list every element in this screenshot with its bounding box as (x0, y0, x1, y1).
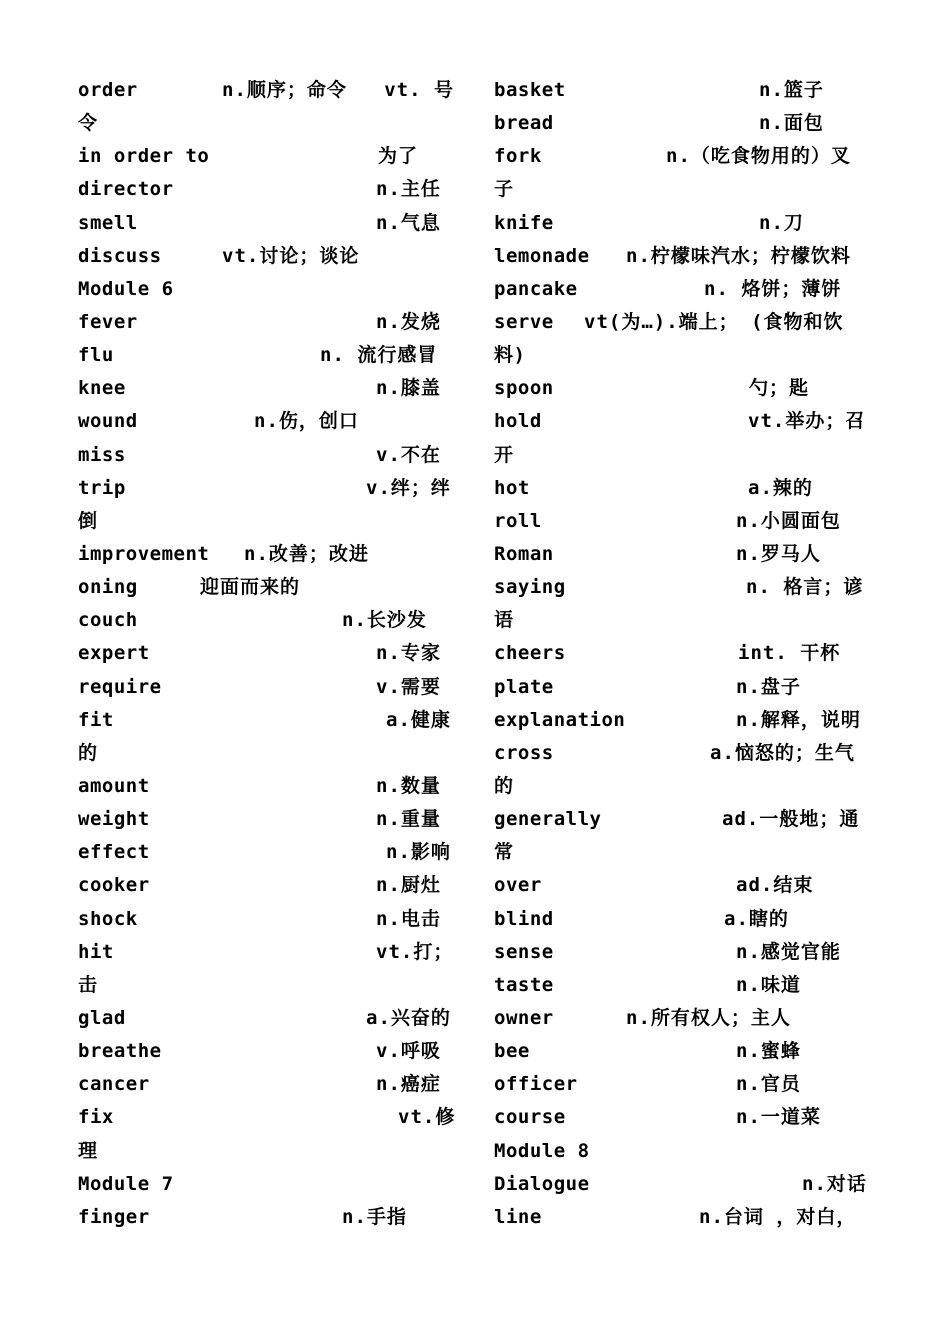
vocab-definition: v.绊；绊 (366, 476, 451, 499)
vocab-word: 语 (494, 609, 514, 632)
vocab-definition: n. 流行感冒 (320, 344, 438, 367)
vocab-definition: n.官员 (736, 1073, 801, 1096)
vocab-entry (494, 74, 872, 107)
vocab-word: trip (78, 476, 126, 499)
vocab-word: fix (78, 1106, 114, 1129)
vocab-entry (78, 737, 456, 770)
vocab-entry (494, 472, 872, 505)
vocab-word: basket (494, 79, 566, 101)
vocab-word: knife (494, 211, 554, 234)
vocab-word: cheers (494, 642, 566, 665)
vocab-word: weight (78, 808, 150, 831)
vocab-word: breathe (78, 1040, 162, 1063)
vocab-word: saying (494, 576, 566, 599)
vocab-entry (494, 969, 872, 1002)
vocab-entry (78, 1135, 456, 1168)
vocab-definition: a.辣的 (748, 476, 813, 499)
vocab-word: wound (78, 410, 138, 433)
vocab-word: effect (78, 841, 150, 864)
vocab-entry (494, 405, 872, 438)
vocab-word: couch (78, 609, 138, 632)
vocab-entry (494, 936, 872, 969)
vocab-entry (494, 836, 872, 869)
vocab-word: 的 (494, 774, 514, 797)
vocab-entry (78, 1168, 456, 1201)
vocab-word: fever (78, 310, 138, 333)
vocab-definition: n.台词 ，对白， (699, 1205, 857, 1228)
vocab-entry (494, 604, 872, 637)
vocab-entry (78, 770, 456, 803)
vocab-word: 料) (494, 344, 526, 367)
vocab-word: expert (78, 642, 150, 665)
vocab-definition: n.癌症 (376, 1073, 441, 1096)
vocab-entry (78, 472, 456, 505)
vocab-word: hold (494, 410, 542, 433)
vocab-definition: n.专家 (376, 642, 441, 665)
vocab-definition: n.味道 (736, 973, 801, 996)
vocab-entry (78, 1002, 456, 1035)
vocab-entry (494, 306, 872, 339)
vocab-definition: n.对话 (802, 1172, 867, 1195)
vocab-word: improvement (78, 542, 210, 565)
vocab-word: miss (78, 443, 126, 466)
vocab-entry (494, 107, 872, 140)
vocab-entry (78, 107, 456, 140)
vocab-definition: n. 格言；谚 (746, 576, 864, 599)
vocab-word: bee (494, 1040, 530, 1063)
vocab-word: course (494, 1106, 566, 1129)
vocab-word: lemonade (494, 244, 590, 267)
vocab-definition: v.需要 (376, 675, 441, 698)
vocab-definition: n.电击 (376, 907, 441, 930)
vocab-word: officer (494, 1073, 578, 1096)
vocab-entry (78, 671, 456, 704)
vocab-definition: n.长沙发 (342, 609, 427, 632)
vocab-word: Roman (494, 542, 554, 565)
vocab-definition: n.（吃食物用的）叉 (666, 145, 851, 168)
vocab-entry (494, 571, 872, 604)
vocab-word: explanation (494, 708, 626, 731)
vocab-definition: v.不在 (376, 443, 441, 466)
vocab-entry (78, 140, 456, 173)
vocab-word: 开 (494, 443, 514, 466)
vocab-word: over (494, 874, 542, 897)
vocab-definition: ad.一般地；通 (722, 808, 860, 831)
vocab-word: generally (494, 808, 602, 831)
vocab-entry (494, 1002, 872, 1035)
vocab-entry (494, 538, 872, 571)
vocab-definition: vt.讨论；谈论 (222, 244, 360, 267)
vocab-entry (78, 240, 456, 273)
vocab-word: cooker (78, 874, 150, 897)
vocab-word: bread (494, 112, 554, 135)
vocab-word: 击 (78, 973, 98, 996)
vocab-word: Module 8 (494, 1139, 590, 1162)
vocab-word: order (78, 79, 138, 101)
vocab-word: 常 (494, 841, 514, 864)
vocab-entry (78, 372, 456, 405)
vocab-definition: n.盘子 (736, 675, 801, 698)
vocab-definition: vt(为…).端上； (食物和饮 (584, 310, 844, 333)
vocab-definition: n.伤，创口 (254, 410, 359, 433)
vocab-word: hot (494, 476, 530, 499)
vocab-entry (494, 704, 872, 737)
vocab-entry (78, 74, 456, 107)
left-vocabulary-column (78, 74, 456, 1234)
vocab-definition: vt.打； (376, 940, 454, 963)
vocab-word: roll (494, 509, 542, 532)
vocab-entry (494, 903, 872, 936)
vocab-entry (494, 439, 872, 472)
vocab-entry (494, 1135, 872, 1168)
vocab-entry (494, 803, 872, 836)
vocab-entry (78, 173, 456, 206)
vocab-definition: n.一道菜 (736, 1106, 821, 1129)
vocab-word: Module 7 (78, 1172, 174, 1195)
vocab-word: taste (494, 973, 554, 996)
vocab-entry (78, 339, 456, 372)
vocab-entry (78, 1101, 456, 1134)
vocab-definition: 为了 (378, 145, 419, 168)
vocab-entry (494, 770, 872, 803)
vocab-definition: n.解释，说明 (736, 708, 861, 731)
vocab-entry (78, 903, 456, 936)
vocab-definition: n.刀 (759, 211, 804, 234)
vocab-definition: n.柠檬味汽水；柠檬饮料 (626, 244, 851, 267)
vocab-entry (78, 637, 456, 670)
vocab-definition: n.小圆面包 (736, 509, 841, 532)
vocab-entry (494, 273, 872, 306)
vocab-definition: n.膝盖 (376, 377, 441, 400)
vocab-entry (78, 1201, 456, 1234)
vocab-definition: ad.结束 (736, 874, 814, 897)
vocab-definition: a.兴奋的 (366, 1006, 451, 1029)
vocab-word: Dialogue (494, 1172, 590, 1195)
vocab-word: shock (78, 907, 138, 930)
vocab-definition: n.厨灶 (376, 874, 441, 897)
vocab-word: Module 6 (78, 277, 174, 300)
vocab-word: plate (494, 675, 554, 698)
vocab-entry (78, 803, 456, 836)
vocab-entry (494, 1035, 872, 1068)
vocab-word: 理 (78, 1139, 98, 1162)
vocab-word: amount (78, 774, 150, 797)
vocab-word: cross (494, 741, 554, 764)
vocab-word: spoon (494, 377, 554, 400)
vocab-word: pancake (494, 277, 578, 300)
vocab-entry (494, 737, 872, 770)
vocab-word: smell (78, 211, 138, 234)
vocab-word: 倒 (78, 509, 98, 532)
vocab-definition: n.气息 (376, 211, 441, 234)
vocab-entry (494, 1101, 872, 1134)
vocab-entry (78, 273, 456, 306)
vocab-word: blind (494, 907, 554, 930)
vocab-definition: n.数量 (376, 774, 441, 797)
vocab-word: owner (494, 1006, 554, 1029)
vocab-entry (494, 505, 872, 538)
vocab-definition: vt.举办；召 (748, 410, 866, 433)
vocab-definition: a.恼怒的；生气 (710, 741, 855, 764)
vocab-entry (78, 538, 456, 571)
vocab-word: hit (78, 940, 114, 963)
vocab-entry (494, 671, 872, 704)
vocab-word: in order to (78, 145, 210, 168)
vocab-word: line (494, 1205, 542, 1228)
vocab-definition: n.主任 (376, 178, 441, 201)
vocab-definition: n.感觉官能 (736, 940, 841, 963)
vocab-definition: n.影响 (386, 841, 451, 864)
vocab-entry (78, 936, 456, 969)
vocab-entry (494, 1068, 872, 1101)
vocab-definition: a.健康 (386, 708, 451, 731)
vocab-entry (78, 505, 456, 538)
vocab-entry (494, 140, 872, 173)
vocab-entry (494, 173, 872, 206)
vocab-definition: n.改善；改进 (244, 542, 369, 565)
vocab-word: glad (78, 1006, 126, 1029)
vocab-entry (78, 439, 456, 472)
vocab-entry (494, 207, 872, 240)
vocab-entry (494, 1168, 872, 1201)
vocab-entry (78, 1068, 456, 1101)
vocab-entry (78, 306, 456, 339)
vocab-definition: n.罗马人 (736, 542, 821, 565)
vocab-definition: n. 烙饼；薄饼 (704, 277, 842, 300)
vocab-entry (78, 969, 456, 1002)
vocab-definition: a.瞎的 (724, 907, 789, 930)
vocab-word: fork (494, 145, 542, 168)
vocab-definition: n.顺序；命令 vt. 号 (222, 79, 454, 101)
vocab-entry (494, 637, 872, 670)
vocab-definition: n.手指 (342, 1205, 407, 1228)
vocab-definition: vt.修 (398, 1106, 456, 1129)
vocab-entry (78, 405, 456, 438)
vocab-entry (78, 207, 456, 240)
vocab-word: require (78, 675, 162, 698)
vocab-word: serve (494, 310, 554, 333)
vocab-definition: 勺；匙 (749, 377, 810, 400)
vocab-definition: n.重量 (376, 808, 441, 831)
vocab-word: oning (78, 576, 138, 599)
vocab-word: 的 (78, 741, 98, 764)
vocab-entry (494, 1201, 872, 1234)
vocab-word: director (78, 178, 174, 201)
vocab-definition: v.呼吸 (376, 1040, 441, 1063)
vocab-definition: n.篮子 (759, 79, 824, 101)
vocab-entry (494, 869, 872, 902)
vocab-definition: n.所有权人；主人 (626, 1006, 791, 1029)
vocab-word: knee (78, 377, 126, 400)
vocab-entry (78, 571, 456, 604)
vocab-word: sense (494, 940, 554, 963)
vocab-definition: int. 干杯 (738, 642, 841, 665)
vocab-definition: n.面包 (759, 112, 824, 135)
vocab-word: flu (78, 344, 114, 367)
vocab-word: finger (78, 1205, 150, 1228)
vocab-word: cancer (78, 1073, 150, 1096)
vocab-entry (78, 836, 456, 869)
vocab-definition: n.蜜蜂 (736, 1040, 801, 1063)
vocab-word: 令 (78, 112, 98, 135)
right-vocabulary-column (494, 74, 872, 1234)
vocab-entry (78, 1035, 456, 1068)
vocab-entry (494, 240, 872, 273)
vocab-word: discuss (78, 244, 162, 267)
vocab-word: 子 (494, 178, 514, 201)
vocab-definition: n.发烧 (376, 310, 441, 333)
vocab-entry (78, 604, 456, 637)
vocab-entry (78, 704, 456, 737)
vocab-definition: 迎面而来的 (200, 576, 301, 599)
vocab-entry (494, 372, 872, 405)
vocab-word: fit (78, 708, 114, 731)
vocab-entry (494, 339, 872, 372)
vocab-entry (78, 869, 456, 902)
